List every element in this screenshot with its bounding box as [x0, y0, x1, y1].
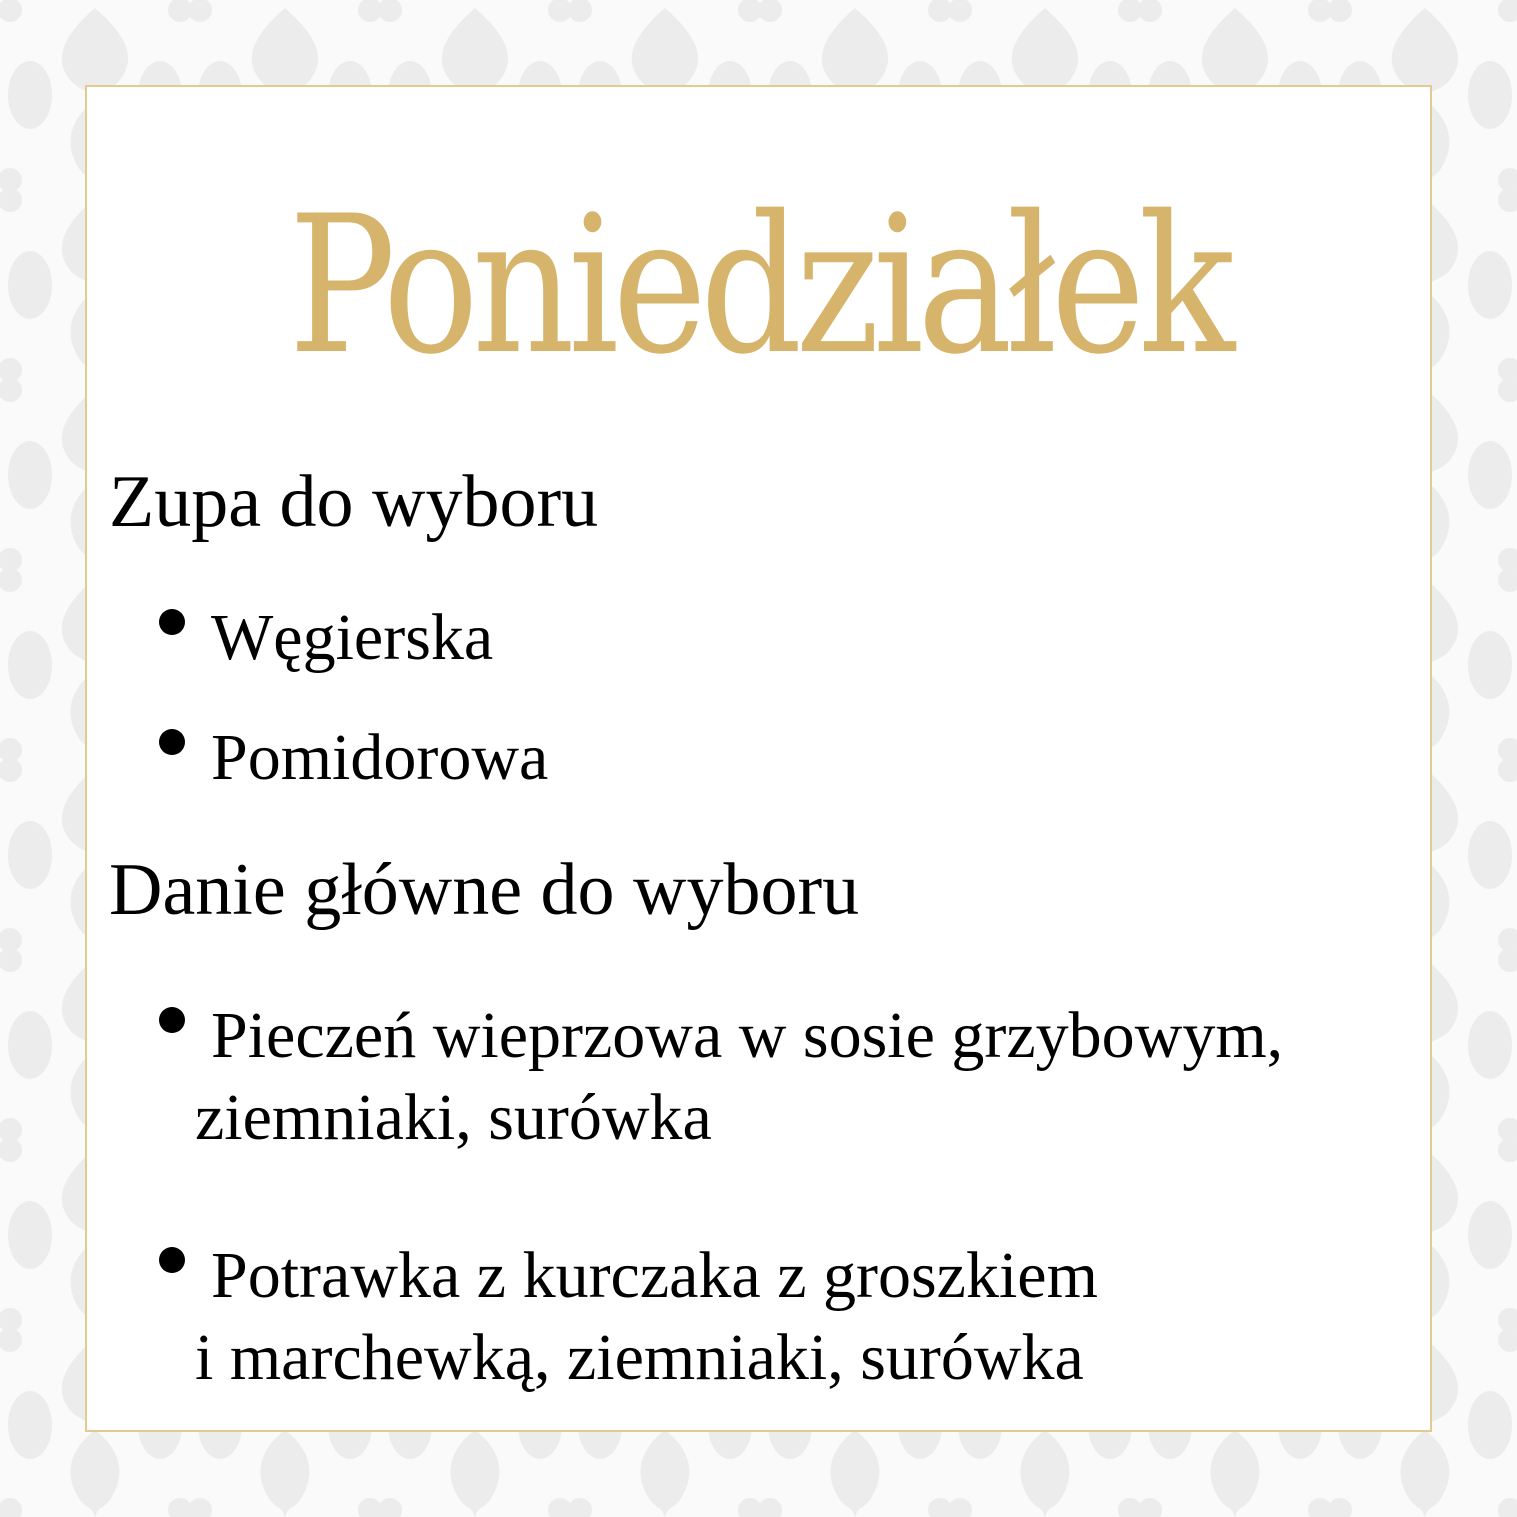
bullet-dot-icon	[159, 729, 185, 755]
list-item-label: Pomidorowa	[211, 721, 549, 794]
list-item-label: Potrawka z kurczaka z groszkiem	[211, 1239, 1098, 1312]
list-item-label-continued: ziemniaki, surówka	[195, 1081, 712, 1154]
bullet-dot-icon	[159, 609, 185, 635]
main-course-section-heading: Danie główne do wyboru	[109, 849, 860, 931]
soup-section-heading: Zupa do wyboru	[109, 461, 599, 543]
list-item	[159, 597, 493, 679]
list-item	[159, 717, 548, 799]
list-item-label: Węgierska	[211, 601, 494, 674]
list-item-label-continued: i marchewką, ziemniaki, surówka	[195, 1321, 1084, 1394]
day-title: Poniedziałek	[288, 175, 1229, 396]
list-item	[159, 995, 1283, 1159]
list-item	[159, 1235, 1098, 1399]
bullet-dot-icon	[159, 1007, 185, 1033]
bullet-dot-icon	[159, 1247, 185, 1273]
menu-card	[85, 85, 1432, 1432]
list-item-label: Pieczeń wieprzowa w sosie grzybowym,	[211, 999, 1284, 1072]
